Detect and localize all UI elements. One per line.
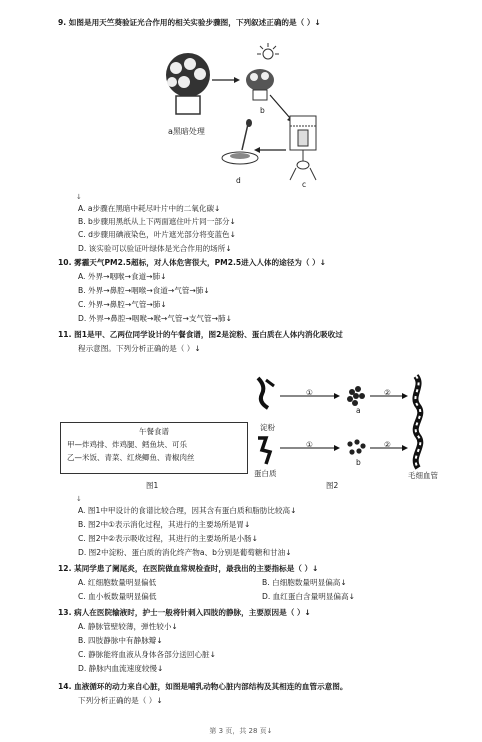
q9-option-d: D. 该实验可以验证叶绿体是光合作用的场所↓ [78, 244, 232, 253]
q13-option-d: D. 静脉内血流速度较慢↓ [78, 664, 164, 673]
molecule-b-label: b [356, 458, 361, 467]
starch-chain-icon [258, 378, 268, 408]
q10-option-b: B. 外界→鼻腔→咽喉→食道→气管→肺↓ [78, 286, 210, 295]
q13-stem: 13. 病人在医院输液时，护士一般将针刺入四肢的静脉，主要原因是（ ）↓ [58, 608, 311, 617]
menu-row-yi: 乙—米饭、青菜、红烧鲫鱼、青椒肉丝 [67, 453, 195, 462]
menu-row-jia: 甲—炸鸡排、炸鸡腿、鳕鱼块、可乐 [67, 440, 187, 449]
petri-dish-dropper-icon [222, 119, 258, 164]
starch-label: 淀粉 [260, 423, 275, 432]
potted-plant-dark-icon [166, 53, 210, 114]
arrow-2-mark-top: ② [384, 388, 391, 397]
q11-option-b: B. 图2中①表示消化过程，其进行的主要场所是胃↓ [78, 520, 251, 529]
lunch-menu-box [60, 422, 248, 474]
q9-option-c: C. d步骤用碘液染色，叶片遮光部分将变蓝色↓ [78, 230, 236, 239]
page-footer: 第 3 页，共 28 页↓ [209, 727, 273, 735]
q9-option-b: B. b步骤用黑纸从上下两面遮住叶片同一部分↓ [78, 217, 236, 226]
figure-2-caption: 图2 [326, 481, 339, 490]
q11-option-a: A. 图1中甲设计的食谱比较合理，因其含有蛋白质和脂肪比较高↓ [78, 506, 297, 515]
q12-option-a: A. 红细胞数量明显偏低 [78, 578, 157, 587]
q14-stem-line2: 下列分析正确的是（ ）↓ [78, 696, 163, 705]
q10-stem: 10. 雾霾天气PM2.5超标，对人体危害很大，PM2.5进入人体的途径为（ ）↓ [58, 258, 327, 267]
q13-option-b: B. 四肢静脉中有静脉瓣↓ [78, 636, 163, 645]
q9-figure [150, 40, 325, 190]
q9-label-a: a黑暗处理 [168, 127, 205, 136]
arrow-1-mark-bottom: ① [306, 440, 313, 449]
q9-stem: 9. 如图是用天竺葵验证光合作用的相关实验步骤图，下列叙述正确的是（ ）↓ [58, 18, 321, 27]
potted-plant-light-icon [246, 43, 279, 100]
protein-label: 蛋白质 [254, 469, 277, 478]
capillary-label: 毛细血管 [408, 471, 438, 480]
molecule-cluster-a-icon [347, 386, 365, 406]
q12-option-c: C. 血小板数量明显偏低 [78, 592, 157, 601]
digestion-diagram [252, 372, 442, 484]
arrow-1-mark-top: ① [306, 388, 313, 397]
q9-return-mark: ↓ [76, 193, 82, 201]
q9-label-c: c [302, 180, 307, 189]
q14-stem-line1: 14. 血液循环的动力来自心脏，如图是哺乳动物心脏内部结构及其相连的血管示意图。 [58, 682, 348, 691]
q11-stem-line2: 程示意图。下列分析正确的是（ ）↓ [78, 344, 201, 353]
capillary-icon [415, 376, 420, 468]
q9-option-a: A. a步骤在黑暗中耗尽叶片中的二氧化碳↓ [78, 204, 221, 213]
q12-option-b: B. 白细胞数量明显偏高↓ [262, 578, 347, 587]
q13-option-c: C. 静脉能将血液从身体各部分送回心脏↓ [78, 650, 216, 659]
q11-option-d: D. 图2中淀粉、蛋白质的消化终产物a、b分别是葡萄糖和甘油↓ [78, 548, 292, 557]
molecule-a-label: a [356, 406, 361, 415]
arrow-2-mark-bottom: ② [384, 440, 391, 449]
q10-option-c: C. 外界→鼻腔→气管→肺↓ [78, 300, 167, 309]
q12-option-d: D. 血红蛋白含量明显偏高↓ [262, 592, 355, 601]
q10-option-a: A. 外界→咽喉→食道→肺↓ [78, 272, 167, 281]
figure-1-caption: 图1 [146, 481, 159, 490]
q9-label-d: d [236, 176, 241, 185]
q11-return-mark: ↓ [76, 495, 82, 503]
molecule-cluster-b-icon [347, 439, 365, 454]
menu-title: 午餐食谱 [139, 427, 169, 436]
water-bath-beaker-icon [290, 116, 316, 180]
q12-stem: 12. 某同学患了阑尾炎，在医院做血常规检查时，最我出的主要指标是（ ）↓ [58, 564, 319, 573]
q11-option-c: C. 图2中②表示吸收过程，其进行的主要场所是小肠↓ [78, 534, 259, 543]
q13-option-a: A. 静脉管壁较薄，弹性较小↓ [78, 622, 178, 631]
q10-option-d: D. 外界→鼻腔→咽喉→喉→气管→支气管→肺↓ [78, 314, 232, 323]
q11-stem-line1: 11. 图1是甲、乙两位同学设计的午餐食谱，图2是淀粉、蛋白质在人体内消化吸收过 [58, 330, 343, 339]
protein-chain-icon [258, 438, 270, 464]
q9-label-b: b [260, 106, 265, 115]
